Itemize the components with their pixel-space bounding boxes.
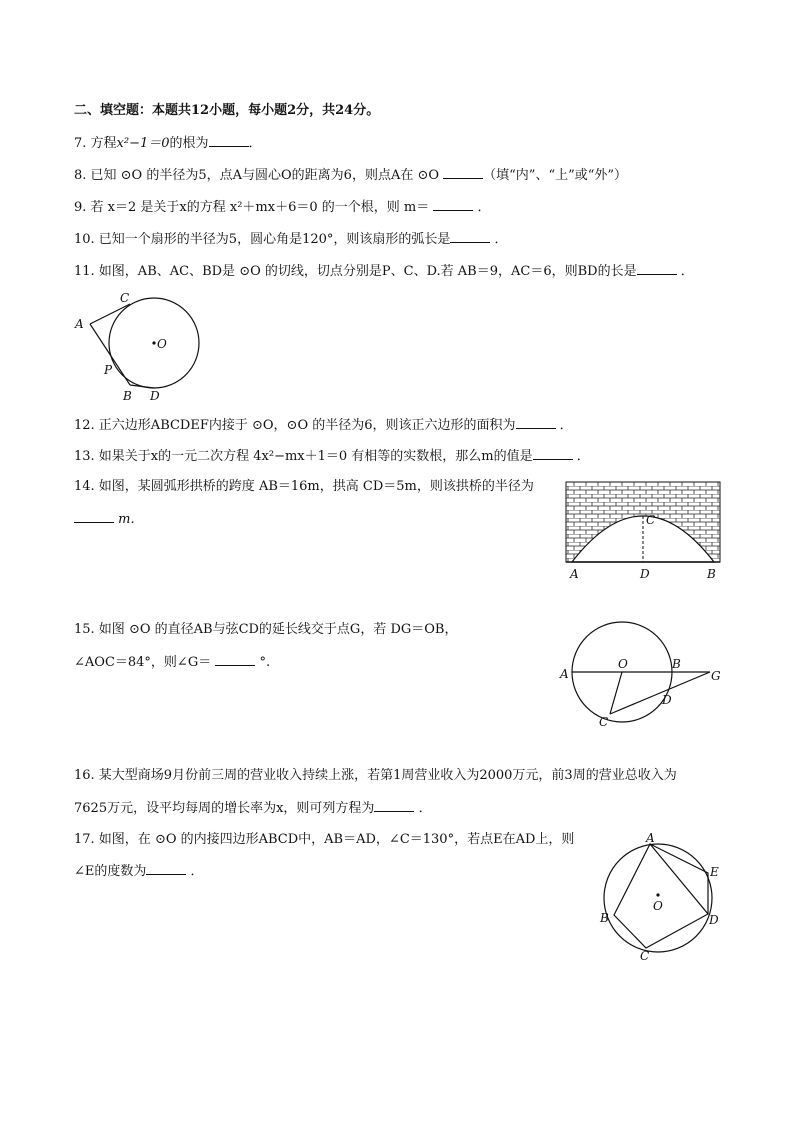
question-15-line2 (74, 653, 270, 672)
q7-post: 的根为 (169, 136, 209, 151)
question-14 (74, 478, 534, 496)
q11-label-o: O (157, 337, 167, 351)
q12-end: ． (559, 418, 573, 433)
question-11 (74, 262, 694, 281)
q14-answer-blank[interactable] (74, 510, 114, 523)
q16-line1: 16. 某大型商场9月份前三周的营业收入持续上涨，若第1周营业收入为2000万元，前3周的营业总收入为 (74, 768, 677, 783)
q8-post: （填“内”、“上”或“外”） (483, 168, 628, 183)
q11-center-dot (152, 341, 155, 344)
q7-answer-blank[interactable] (209, 134, 249, 147)
q11-tangent-bd (130, 385, 154, 388)
question-17-line2 (74, 862, 204, 881)
q17-answer-blank[interactable] (146, 862, 186, 875)
q15-figure (556, 618, 726, 734)
q7-equation: x²−1＝0 (116, 136, 170, 151)
q14-bridge-figure (562, 478, 724, 584)
q10-end: ． (494, 232, 508, 247)
q17-label-c: C (640, 949, 650, 963)
q9-answer-blank[interactable] (433, 198, 473, 211)
q17-center-dot (656, 893, 659, 896)
q11-label-a: A (75, 317, 84, 331)
question-10 (74, 230, 508, 249)
q16-end: ． (418, 801, 432, 816)
q17-quadrilateral-abcd (614, 844, 708, 948)
q12-text: 12. 正六边形ABCDEF内接于 ⊙O，⊙O 的半径为6，则该正六边形的面积为 (74, 418, 516, 433)
q13-end: ． (576, 449, 590, 464)
q17-line2: ∠E的度数为 (74, 864, 147, 879)
q10-answer-blank[interactable] (450, 230, 490, 243)
q15-label-d: D (662, 693, 672, 707)
question-9 (74, 198, 491, 217)
section-title: 二、填空题：本题共12小题，每小题2分，共24分。 (74, 103, 380, 118)
q14-label-b: B (707, 567, 716, 581)
q15-label-g: G (711, 669, 721, 683)
q12-answer-blank[interactable] (516, 416, 556, 429)
q16-line2: 7625万元，设平均每周的增长率为x，则可列方程为 (74, 801, 375, 816)
q14-label-c: C (646, 513, 656, 527)
q15-label-o: O (618, 657, 628, 671)
q11-tangent-ac (90, 304, 130, 324)
q9-end: ． (477, 200, 491, 215)
q13-answer-blank[interactable] (533, 447, 573, 460)
question-15-line1 (74, 621, 457, 639)
q17-line1: 17. 如图，在 ⊙O 的内接四边形ABCD中，AB＝AD，∠C＝130°，若点E在AD上，则 (74, 832, 575, 847)
q10-text: 10. 已知一个扇形的半径为5，圆心角是120°，则该扇形的弧长是 (74, 232, 451, 247)
question-14-answer (74, 510, 135, 529)
q13-text: 13. 如果关于x的一元二次方程 4x²−mx＋1＝0 有相等的实数根，那么m的值是 (74, 449, 533, 464)
q14-unit: m. (118, 512, 135, 527)
q17-label-d: D (709, 913, 719, 927)
q9-text: 9. 若 x＝2 是关于x的方程 x²＋mx＋6＝0 的一个根，则 m＝ (74, 200, 430, 215)
q17-label-a: A (646, 831, 655, 845)
q15-end: °. (259, 655, 271, 670)
q17-circle (604, 844, 712, 952)
q15-label-c: C (599, 715, 609, 729)
q7-end: ． (248, 136, 262, 151)
question-12 (74, 416, 573, 435)
question-13 (74, 447, 590, 466)
q8-text: 8. 已知 ⊙O 的半径为5，点A与圆心O的距离为6，则点A在 ⊙O (74, 168, 440, 183)
q14-text: 14. 如图，某圆弧形拱桥的跨度 AB＝16m，拱高 CD＝5m，则该拱桥的半径为 (74, 479, 534, 494)
question-16-line1 (74, 767, 677, 785)
q11-figure (70, 288, 210, 406)
q15-line1: 15. 如图 ⊙O 的直径AB与弦CD的延长线交于点G，若 DG＝OB， (74, 622, 458, 637)
q17-label-e: E (710, 865, 719, 879)
q11-label-d: D (150, 389, 160, 403)
q15-secant-cg (610, 672, 710, 714)
q11-answer-blank[interactable] (637, 262, 677, 275)
q11-label-c: C (120, 291, 130, 305)
q17-label-b: B (600, 911, 609, 925)
q15-answer-blank[interactable] (215, 653, 255, 666)
q15-label-b: B (672, 657, 681, 671)
q11-label-p: P (104, 363, 113, 377)
q17-label-o: O (653, 899, 663, 913)
q15-line2: ∠AOC＝84°，则∠G＝ (74, 655, 212, 670)
q14-label-a: A (570, 567, 579, 581)
q8-answer-blank[interactable] (443, 166, 483, 179)
question-7 (74, 134, 262, 153)
q17-figure (596, 830, 726, 964)
q11-end: ． (680, 264, 694, 279)
q11-text: 11. 如图，AB、AC、BD是 ⊙O 的切线，切点分别是P、C、D.若 AB＝9，AC＝6，则BD的长是 (74, 264, 637, 279)
q15-radius-oc (610, 672, 622, 714)
q7-pre: 7. 方程 (74, 136, 117, 151)
q11-label-b: B (123, 389, 132, 403)
q17-end: ． (190, 864, 204, 879)
question-17-line1 (74, 831, 574, 849)
question-8 (74, 166, 627, 185)
question-16-line2 (74, 799, 432, 818)
q16-answer-blank[interactable] (374, 799, 414, 812)
q15-label-a: A (560, 667, 569, 681)
q14-label-d: D (640, 567, 650, 581)
